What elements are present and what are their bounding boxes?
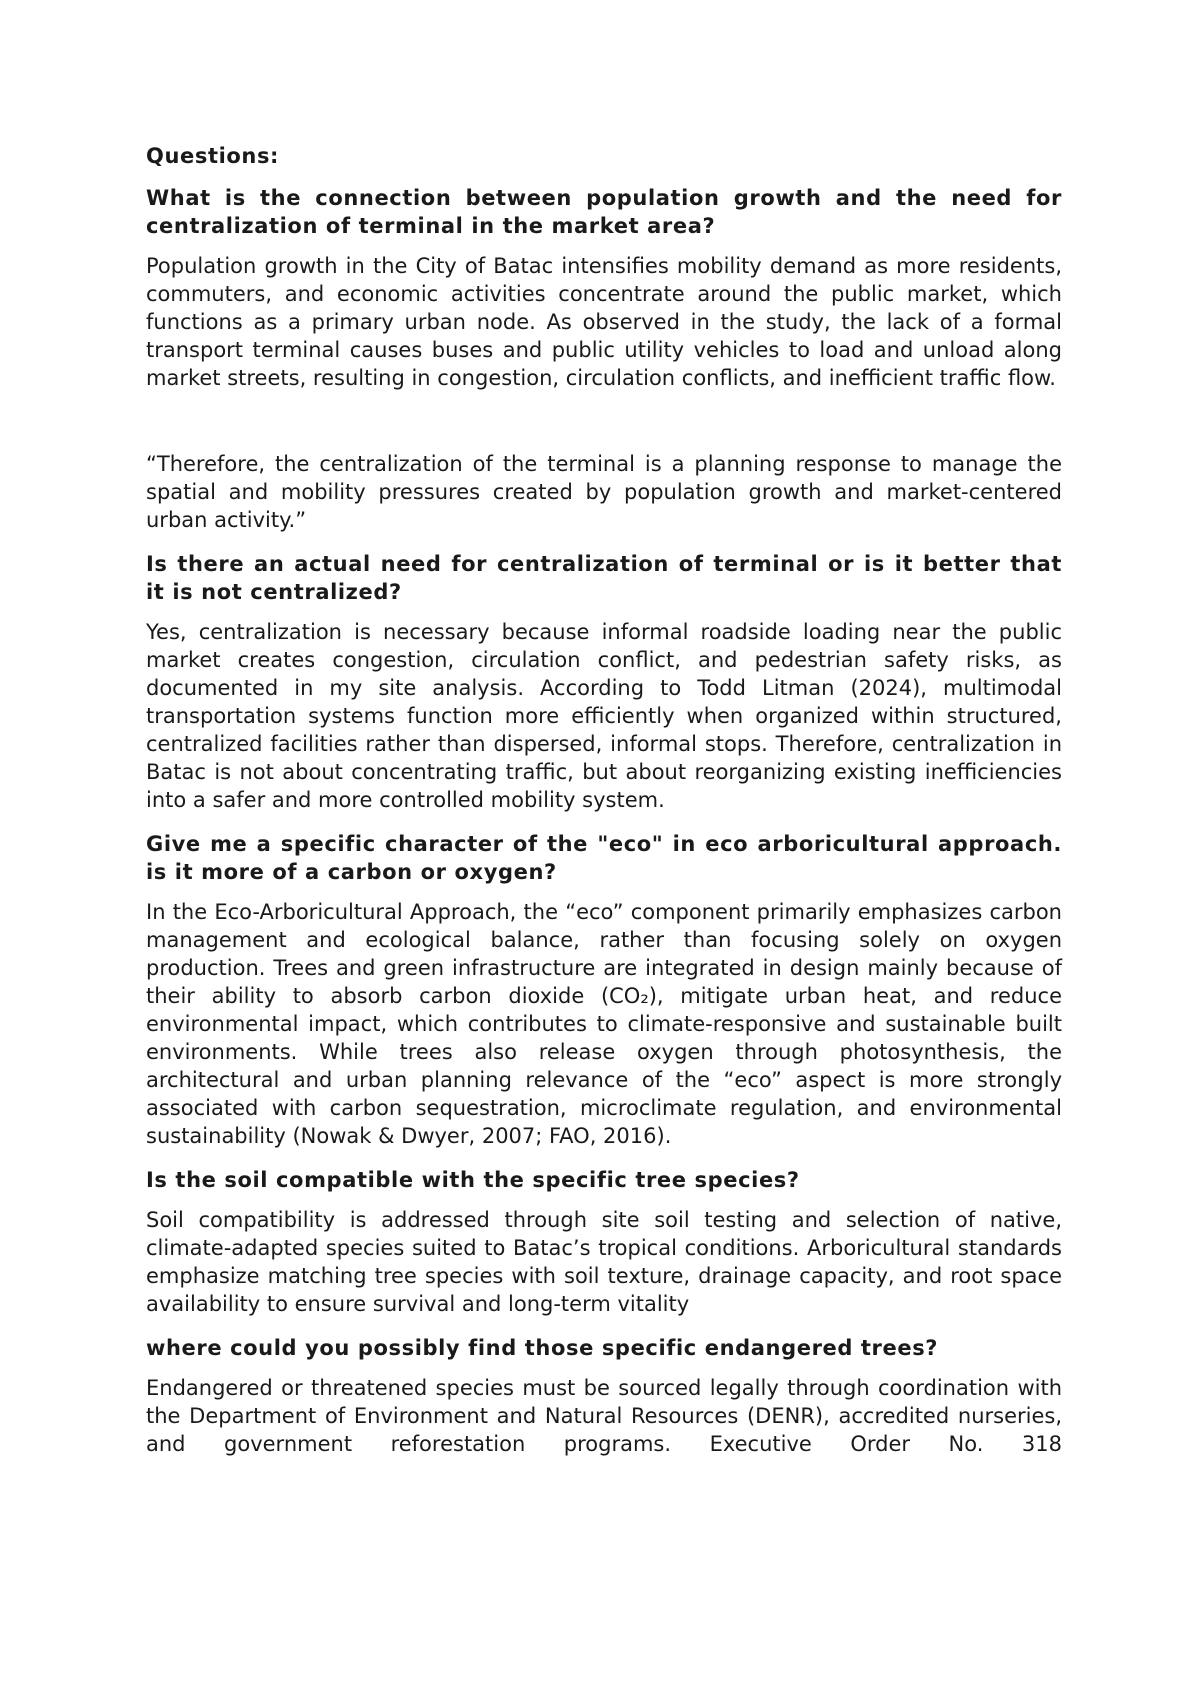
answer-2: Yes, centralization is necessary because informal roadside loading near the public market creates congestion, circulation conflict, and pedestrian safety risks, as documented in my site analysis. According to Todd Litman (2024), multimodal transportation systems function more efficiently when organized within structured, centralized facilities rather than dispersed, informal stops. Therefore, centralization in Batac is not about concentrating traffic, but about reorganizing existing inefficiencies into a safer and more controlled mobility system.	[146, 620, 1062, 812]
answer-3: In the Eco-Arboricultural Approach, the “eco” component primarily emphasizes carbon management and ecological balance, rather than focusing solely on oxygen production. Trees and green infrastructure are integrated in design mainly because of their ability to absorb carbon dioxide (CO₂), mitigate urban heat, and reduce environmental impact, which contributes to climate-responsive and sustainable built environments. While trees also release oxygen through photosynthesis, the architectural and urban planning relevance of the “eco” aspect is more strongly associated with carbon sequestration, microclimate regulation, and environmental sustainability (Nowak & Dwyer, 2007; FAO, 2016).	[146, 900, 1062, 1148]
answer-1-conclusion: “Therefore, the centralization of the terminal is a planning response to manage the spatial and mobility pressures created by population growth and market-centered urban activity.”	[146, 452, 1062, 532]
question-2: Is there an actual need for centralization of terminal or is it better that it is not centralized?	[146, 552, 1062, 604]
answer-4: Soil compatibility is addressed through site soil testing and selection of native, climate-adapted species suited to Batac’s tropical conditions. Arboricultural standards emphasize matching tree species with soil texture, drainage capacity, and root space availability to ensure survival and long-term vitality	[146, 1208, 1062, 1316]
question-1: What is the connection between population growth and the need for centralization of terminal in the market area?	[146, 186, 1062, 238]
question-3: Give me a specific character of the "eco" in eco arboricultural approach. is it more of a carbon or oxygen?	[146, 832, 1062, 884]
document-page	[146, 142, 1062, 1458]
question-5: where could you possibly find those specific endangered trees?	[146, 1336, 939, 1360]
question-4: Is the soil compatible with the specific tree species?	[146, 1168, 800, 1192]
answer-1: Population growth in the City of Batac intensifies mobility demand as more residents, commuters, and economic activities concentrate around the public market, which functions as a primary urban node. As observed in the study, the lack of a formal transport terminal causes buses and public utility vehicles to load and unload along market streets, resulting in congestion, circulation conflicts, and inefficient traffic flow.	[146, 254, 1062, 390]
answer-5: Endangered or threatened species must be sourced legally through coordination with the Department of Environment and Natural Resources (DENR), accredited nurseries, and government reforestation programs. Executive Order No. 318	[146, 1376, 1062, 1456]
document-title: Questions:	[146, 144, 280, 168]
